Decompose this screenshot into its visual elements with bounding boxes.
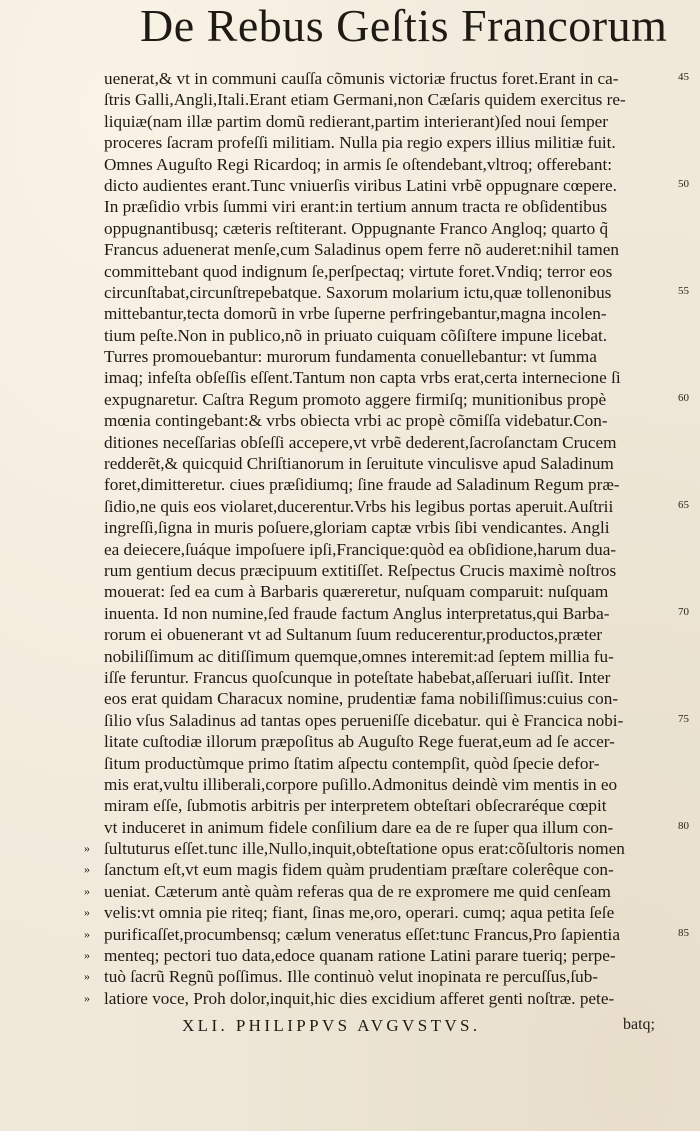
- text-line-content: inuenta. Id non numine,ſed fraude factum Anglus interpretatus,qui Barba-: [104, 603, 610, 623]
- text-line-content: litate cuſtodiæ illorum præpoſitus ab Auguſto Rege fuerat,eum ad ſe accer-: [104, 732, 615, 752]
- page-title: De Rebus Geſtis Francorum: [140, 0, 668, 51]
- text-line: [104, 346, 676, 367]
- text-line-content: foret,dimitteretur. ciues præſidiumq; ſine fraude ad Saladinum Regum præ-: [104, 475, 620, 495]
- text-line-content: nobiliſſimum ac ditiſſimum quemque,omnes interemit:ad ſeptem millia fu-: [104, 646, 614, 666]
- text-line-content: ſanctum eſt,vt eum magis fidem quàm prudentiam præſtare colerêque con-: [104, 860, 614, 880]
- text-line: [104, 710, 676, 731]
- text-line-content: redderẽt,& quicquid Chriſtianorum in ſeruitute vinculisve apud Saladinum: [104, 454, 614, 474]
- text-line: [104, 517, 676, 538]
- text-line: [84, 902, 676, 923]
- text-line: [104, 432, 676, 453]
- text-line: [104, 89, 676, 110]
- text-line: [104, 624, 676, 645]
- text-line-content: menteq; pectori tuo data,edoce quanam ratione Latini parare tueriq; perpe-: [104, 946, 616, 966]
- text-line: [104, 496, 676, 517]
- margin-line-number: 75: [678, 713, 689, 726]
- text-line: [104, 111, 676, 132]
- text-line: [104, 282, 676, 303]
- margin-line-number: 65: [678, 499, 689, 512]
- text-line-content: tium peſte.Non in publico,nõ in priuato cuiquam cõſiſtere impune licebat.: [104, 325, 608, 345]
- quotation-mark: »: [84, 926, 89, 941]
- text-line: [84, 881, 676, 902]
- margin-line-number: 50: [678, 178, 689, 191]
- text-line: [104, 474, 676, 495]
- text-line: [84, 924, 676, 945]
- text-line-content: mittebantur,tecta domorũ in vrbe ſuperne perfringebantur,magna incolen-: [104, 304, 607, 324]
- text-line-content: ueniat. Cæterum antè quàm referas qua de re expromere me quid cenſeam: [104, 881, 611, 901]
- text-line-content: rorum ei obuenerant vt ad Sultanum ſuum reducerentur,productos,præter: [104, 625, 603, 645]
- text-line: [104, 753, 676, 774]
- text-line: [104, 239, 676, 260]
- quotation-mark: »: [84, 969, 89, 984]
- text-line: [104, 731, 676, 752]
- text-line: [104, 688, 676, 709]
- text-line-content: ſilio vſus Saladinus ad tantas opes perueniſſe dicebatur. qui è Francica nobi-: [104, 710, 624, 730]
- body-text: [84, 68, 676, 1009]
- text-line-content: circunſtabat,circunſtrepebatque. Saxorum molarium ictu,quæ tollenonibus: [104, 282, 612, 302]
- text-line-content: ſidio,ne quis eos violaret,ducerentur.Vrbs his legibus portas aperuit.Auſtrii: [104, 496, 614, 516]
- text-line-content: iſſe feruntur. Francus quoſcunque in poteſtate habebat,aſſeruari iuſſit. Inter: [104, 667, 611, 687]
- text-line: [104, 175, 676, 196]
- text-line: [104, 646, 676, 667]
- text-line: [104, 581, 676, 602]
- text-line-content: dicto audientes erant.Tunc vniuerſis viribus Latini vrbẽ oppugnare cœpere.: [104, 175, 617, 195]
- text-line-content: ſtris Galli,Angli,Itali.Erant etiam Germani,non Cæſaris quidem exercitus re-: [104, 90, 626, 110]
- text-line: [104, 261, 676, 282]
- quotation-mark: »: [84, 841, 89, 856]
- text-line-content: committebant quod indignum ſe,perſpectaq; virtute foret.Vndiq; terror eos: [104, 261, 613, 281]
- text-line-content: imaq; infeſta obſeſſis eſſent.Tantum non capta vrbs erat,certa internecione ſi: [104, 368, 621, 388]
- quotation-mark: »: [84, 948, 89, 963]
- quotation-mark: »: [84, 905, 89, 920]
- margin-line-number: 70: [678, 606, 689, 619]
- text-line: [84, 945, 676, 966]
- text-line: [104, 774, 676, 795]
- text-line-content: Francus aduenerat menſe,cum Saladinus opem ferre nõ auderet:nihil tamen: [104, 240, 619, 260]
- quotation-mark: »: [84, 862, 89, 877]
- text-line-content: mœnia contingebant:& vrbs obiecta vrbi ac propè cõmiſſa videbatur.Con-: [104, 411, 608, 431]
- text-line-content: ditiones neceſſarias obſeſſi accepere,vt vrbẽ dederent,ſacroſanctam Crucem: [104, 432, 617, 452]
- text-line: [104, 817, 676, 838]
- text-line: [104, 453, 676, 474]
- text-line: [104, 667, 676, 688]
- text-line: [104, 795, 676, 816]
- text-line: [104, 325, 676, 346]
- text-line-content: Turres promouebantur: murorum fundamenta conuellebantur: vt ſumma: [104, 347, 597, 367]
- margin-line-number: 60: [678, 392, 689, 405]
- text-line: [84, 859, 676, 880]
- text-line: [104, 367, 676, 388]
- text-line: [104, 539, 676, 560]
- text-line: [104, 218, 676, 239]
- text-line-content: velis:vt omnia pie riteq; fiant, ſinas me,oro, operari. cumq; aqua petita ſeſe: [104, 903, 615, 923]
- margin-line-number: 45: [678, 71, 689, 84]
- text-line-content: uenerat,& vt in communi cauſſa cõmunis victoriæ fructus foret.Erant in ca-: [104, 69, 619, 88]
- text-line-content: latiore voce, Proh dolor,inquit,hic dies excidium afferet genti noſtræ. pete-: [104, 988, 615, 1008]
- text-line-content: liquiæ(nam illæ partim domũ redierant,partim interierant)ſed noui ſemper: [104, 111, 609, 131]
- text-line-content: ſultuturus eſſet.tunc ille,Nullo,inquit,obteſtatione opus erat:cõſultoris nomen: [104, 839, 625, 859]
- text-line-content: mouerat: ſed ea cum à Barbaris quæreretur, nuſquam comparuit: nuſquam: [104, 582, 609, 602]
- text-line-content: In præſidio vrbis ſummi viri erant:in tertium annum tracta re obſidentibus: [104, 197, 608, 217]
- text-line-content: rum gentium decus præcipuum extitiſſet. Reſpectus Crucis maximè noſtros: [104, 560, 617, 580]
- catchword: batq;: [623, 1016, 655, 1033]
- text-line-content: tuò ſacrũ Regnũ poſſimus. Ille continuò velut inopinata re percuſſus,ſub-: [104, 967, 599, 987]
- text-line-content: vt induceret in animum fidele conſilium dare ea de re ſuper qua illum con-: [104, 817, 614, 837]
- margin-line-number: 80: [678, 820, 689, 833]
- text-line: [104, 560, 676, 581]
- text-line-content: Omnes Auguſto Regi Ricardoq; in armis ſe oſtendebant,vltroq; offerebant:: [104, 154, 613, 174]
- text-line-content: ingreſſi,ſigna in muris poſuere,gloriam captæ vrbis ſibi vendicantes. Angli: [104, 518, 610, 538]
- text-line: [104, 132, 676, 153]
- text-line: [104, 389, 676, 410]
- running-title: XLI. PHILIPPVS AVGVSTVS.: [182, 1016, 481, 1035]
- text-line: [104, 303, 676, 324]
- text-line-content: oppugnantibusq; cæteris reſtiterant. Oppugnante Franco Angloq; quarto q̃: [104, 218, 609, 238]
- text-line-content: mis erat,vultu illiberali,corpore puſillo.Admonitus deindè vim mentis in eo: [104, 774, 618, 794]
- text-line: [84, 988, 676, 1009]
- text-line-content: expugnaretur. Caſtra Regum promoto aggere firmiſq; munitionibus propè: [104, 389, 607, 409]
- margin-line-number: 85: [678, 927, 689, 940]
- text-line: [104, 603, 676, 624]
- text-line-content: ſitum productùmque primo ſtatim aſpectu contempſit, quòd ſpecie defor-: [104, 753, 600, 773]
- text-line-content: ea deiecere,ſuáque impoſuere ipſi,Francique:quòd ea obſidione,harum dua-: [104, 539, 617, 559]
- text-line-content: purificaſſet,procumbensq; cælum veneratus eſſet:tunc Francus,Pro ſapientia: [104, 924, 620, 944]
- text-line: [104, 154, 676, 175]
- text-line: [104, 196, 676, 217]
- quotation-mark: »: [84, 990, 89, 1005]
- text-line-content: proceres ſacram profeſſi militiam. Nulla pia regio expers illius militiæ fuit.: [104, 133, 616, 153]
- quotation-mark: »: [84, 883, 89, 898]
- text-line-content: miram eſſe, ſubmotis arbitris per interpretem obteſtari obſecraréque cœpit: [104, 796, 607, 816]
- margin-line-number: 55: [678, 285, 689, 298]
- text-line-content: eos erat quidam Characux nomine, prudentiæ fama nobiliſſimus:cuius con-: [104, 689, 619, 709]
- text-line: [84, 966, 676, 987]
- text-line: [84, 838, 676, 859]
- text-line: [104, 68, 676, 89]
- text-line: [104, 410, 676, 431]
